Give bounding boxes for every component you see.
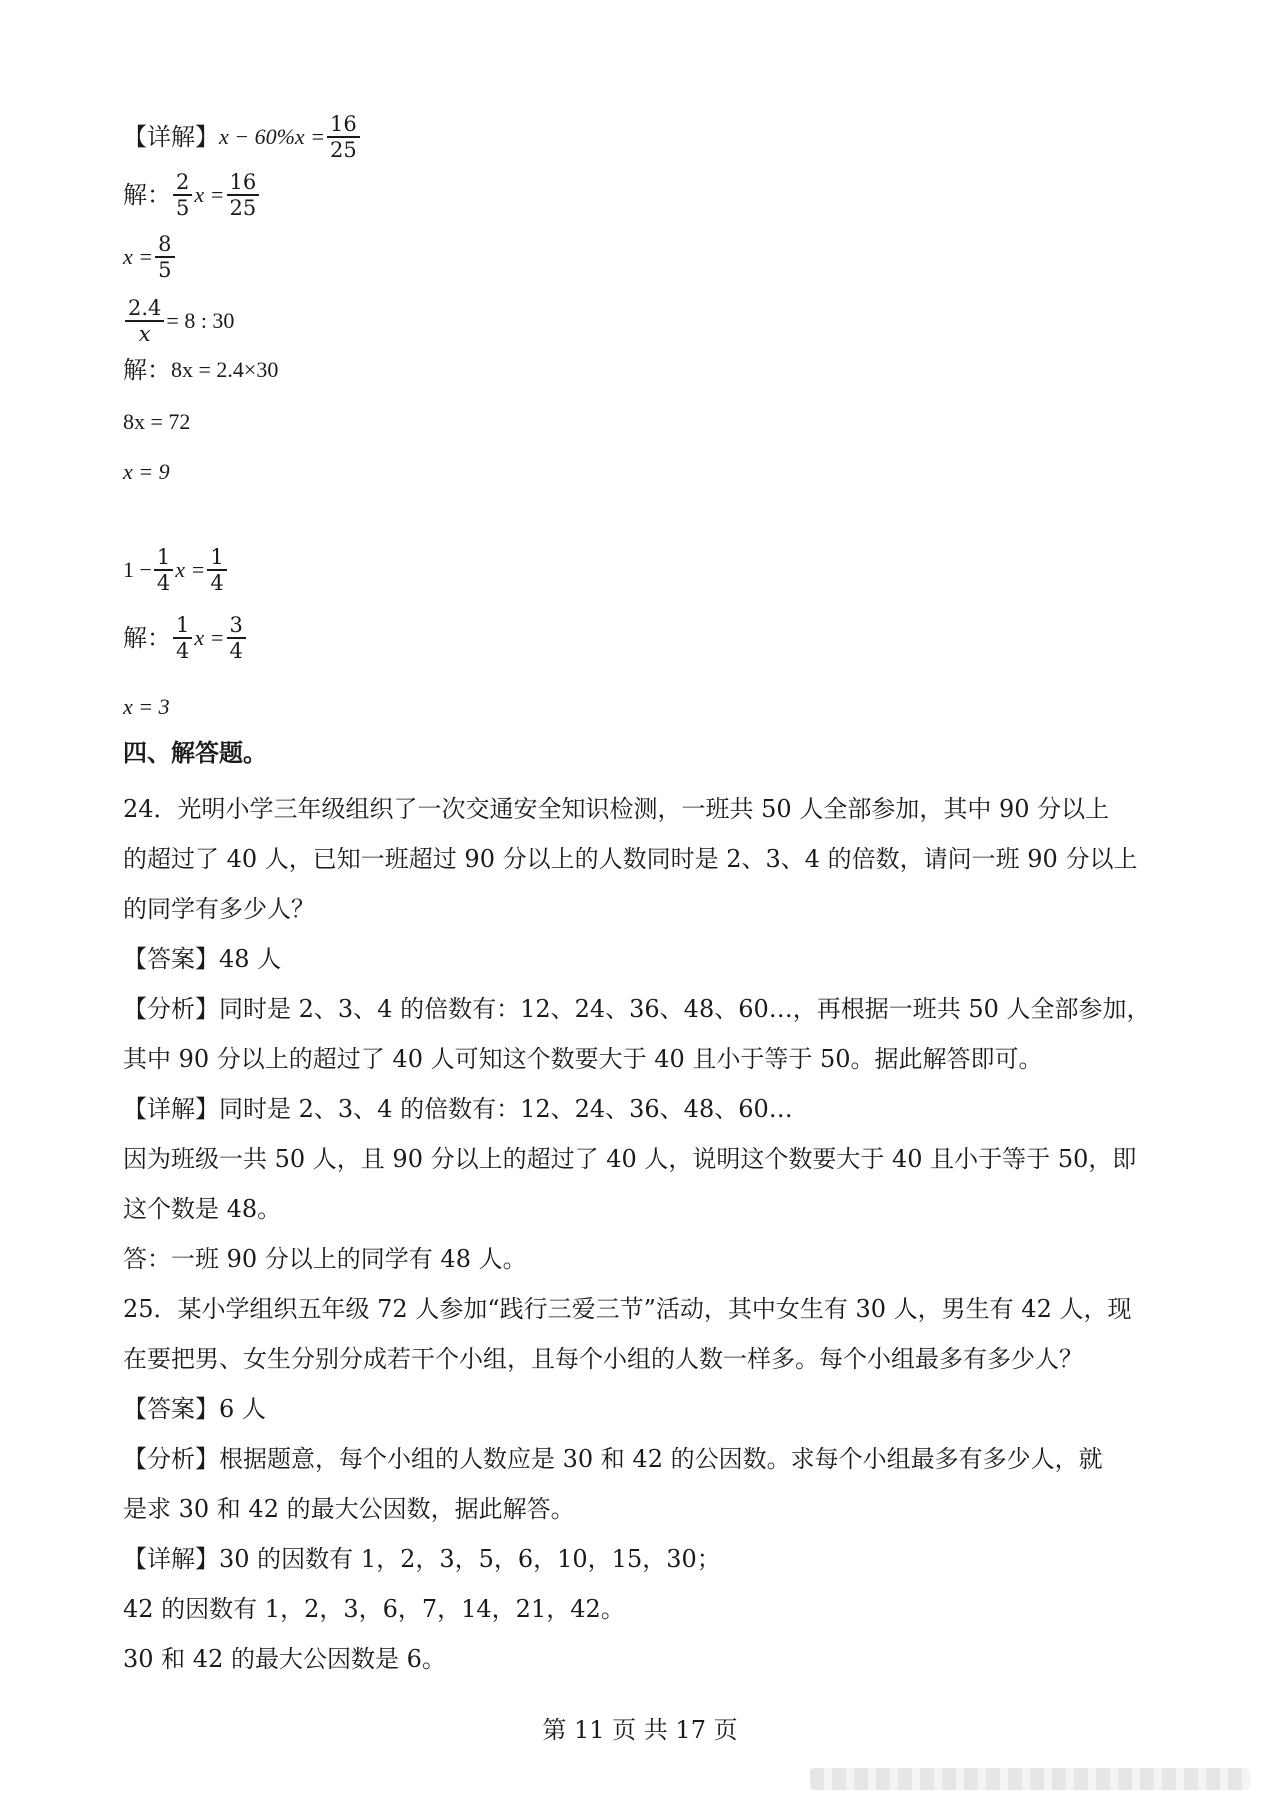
eq2-denominator: 5 — [176, 195, 190, 220]
scan-artifact — [810, 1768, 1250, 1790]
eq9-line — [123, 613, 248, 663]
eq8-denominator: 4 — [156, 570, 171, 595]
eq9-numerator: 1 — [176, 613, 190, 637]
eq2-mid: x = — [194, 181, 225, 207]
q25-line2: 在要把男、女生分别分成若干个小组，且每个小组的人数一样多。每个小组最多有多少人？ — [123, 1345, 1083, 1373]
eq6-text: 8x = 72 — [123, 408, 191, 434]
eq4-denominator: x — [138, 321, 151, 346]
eq8-right-fraction — [207, 545, 226, 595]
q24-line2: 的超过了 40 人，已知一班超过 90 分以上的人数同时是 2、3、4 的倍数，请问一班 90 分以上 — [123, 845, 1138, 873]
eq7-text: x = 9 — [123, 458, 170, 484]
eq9-mid: x = — [194, 624, 225, 650]
q25-answer: 【答案】6 人 — [123, 1395, 266, 1423]
eq2-fraction — [173, 170, 192, 220]
q24-detail-line2: 因为班级一共 50 人，且 90 分以上的超过了 40 人，说明这个数要大于 40 且小于等于 50，即 — [123, 1145, 1137, 1173]
eq4-rest: = 8 : 30 — [166, 307, 235, 333]
eq1-numerator: 16 — [330, 112, 357, 136]
eq3-text: x = — [123, 243, 154, 269]
question-24 — [123, 784, 1173, 1284]
eq2-right-fraction — [227, 170, 260, 220]
eq1-text: x − 60%x = — [219, 123, 326, 149]
eq2-numerator: 2 — [176, 170, 190, 194]
detail-line-eq1 — [123, 112, 362, 162]
eq9-denominator: 4 — [176, 638, 190, 663]
eq9-right-denominator: 4 — [229, 638, 243, 663]
q25-detail-line2: 42 的因数有 1，2，3，6，7，14，21，42。 — [123, 1595, 625, 1623]
q24-analysis-line2: 其中 90 分以上的超过了 40 人可知这个数要大于 40 且小于等于 50。据此解答即可。 — [123, 1045, 1043, 1073]
q24-detail-line3: 这个数是 48。 — [123, 1195, 282, 1223]
eq5-line — [123, 355, 278, 385]
q25-analysis-line2: 是求 30 和 42 的最大公因数，据此解答。 — [123, 1495, 575, 1523]
solve-tag-3: 解： — [123, 623, 171, 652]
eq8-line — [123, 545, 229, 595]
eq1-fraction — [327, 112, 360, 162]
eq10-line — [123, 690, 170, 722]
eq2-right-denominator: 25 — [229, 195, 257, 220]
q24-line1: 24．光明小学三年级组织了一次交通安全知识检测，一班共 50 人全部参加，其中 90 分以上 — [123, 795, 1110, 823]
eq8-fraction — [154, 545, 173, 595]
q24-line3: 的同学有多少人？ — [123, 895, 315, 923]
eq8-mid: x = — [175, 556, 206, 582]
q24-analysis-line1: 【分析】同时是 2、3、4 的倍数有：12、24、36、48、60…，再根据一班共 50 人全部参加， — [123, 995, 1151, 1023]
solve-tag: 解： — [123, 180, 171, 209]
eq8-left: 1 − — [123, 556, 152, 582]
eq5-text: 8x = 2.4×30 — [171, 357, 279, 382]
detail-tag: 【详解】 — [123, 122, 219, 151]
q24-answer: 【答案】48 人 — [123, 945, 282, 973]
eq9-right-numerator: 3 — [229, 613, 243, 637]
eq3-numerator: 8 — [158, 232, 172, 256]
q24-reply: 答：一班 90 分以上的同学有 48 人。 — [123, 1245, 527, 1273]
eq9-right-fraction — [227, 613, 246, 663]
eq1-denominator: 25 — [330, 137, 357, 162]
eq2-right-numerator: 16 — [229, 170, 257, 194]
eq4-line — [123, 292, 234, 346]
eq3-line — [123, 232, 177, 282]
q25-analysis-line1: 【分析】根据题意，每个小组的人数应是 30 和 42 的公因数。求每个小组最多有多少人，就 — [123, 1445, 1103, 1473]
section-heading: 四、解答题。 — [123, 738, 267, 767]
eq8-right-denominator: 4 — [210, 570, 224, 595]
eq7-line — [123, 455, 170, 487]
eq3-fraction — [155, 232, 174, 282]
eq4-numerator: 2.4 — [128, 296, 162, 320]
eq3-denominator: 5 — [158, 257, 172, 282]
q25-detail-line1: 【详解】30 的因数有 1，2，3，5，6，10，15，30； — [123, 1545, 721, 1573]
q25-detail-line3: 30 和 42 的最大公因数是 6。 — [123, 1645, 446, 1673]
q24-detail-line1: 【详解】同时是 2、3、4 的倍数有：12、24、36、48、60… — [123, 1095, 793, 1123]
solve-tag-2: 解： — [123, 356, 171, 384]
question-25 — [123, 1284, 1173, 1684]
eq6-line — [123, 405, 190, 437]
eq9-fraction — [173, 613, 192, 663]
eq8-right-numerator: 1 — [210, 545, 224, 569]
eq4-fraction — [125, 296, 164, 346]
q25-line1: 25．某小学组织五年级 72 人参加“践行三爱三节”活动，其中女生有 30 人，男生有 42 人，现 — [123, 1295, 1132, 1323]
eq8-numerator: 1 — [156, 545, 171, 569]
eq10-text: x = 3 — [123, 693, 170, 719]
page-footer: 第 11 页 共 17 页 — [542, 1716, 738, 1744]
solve-line-eq2 — [123, 170, 261, 220]
